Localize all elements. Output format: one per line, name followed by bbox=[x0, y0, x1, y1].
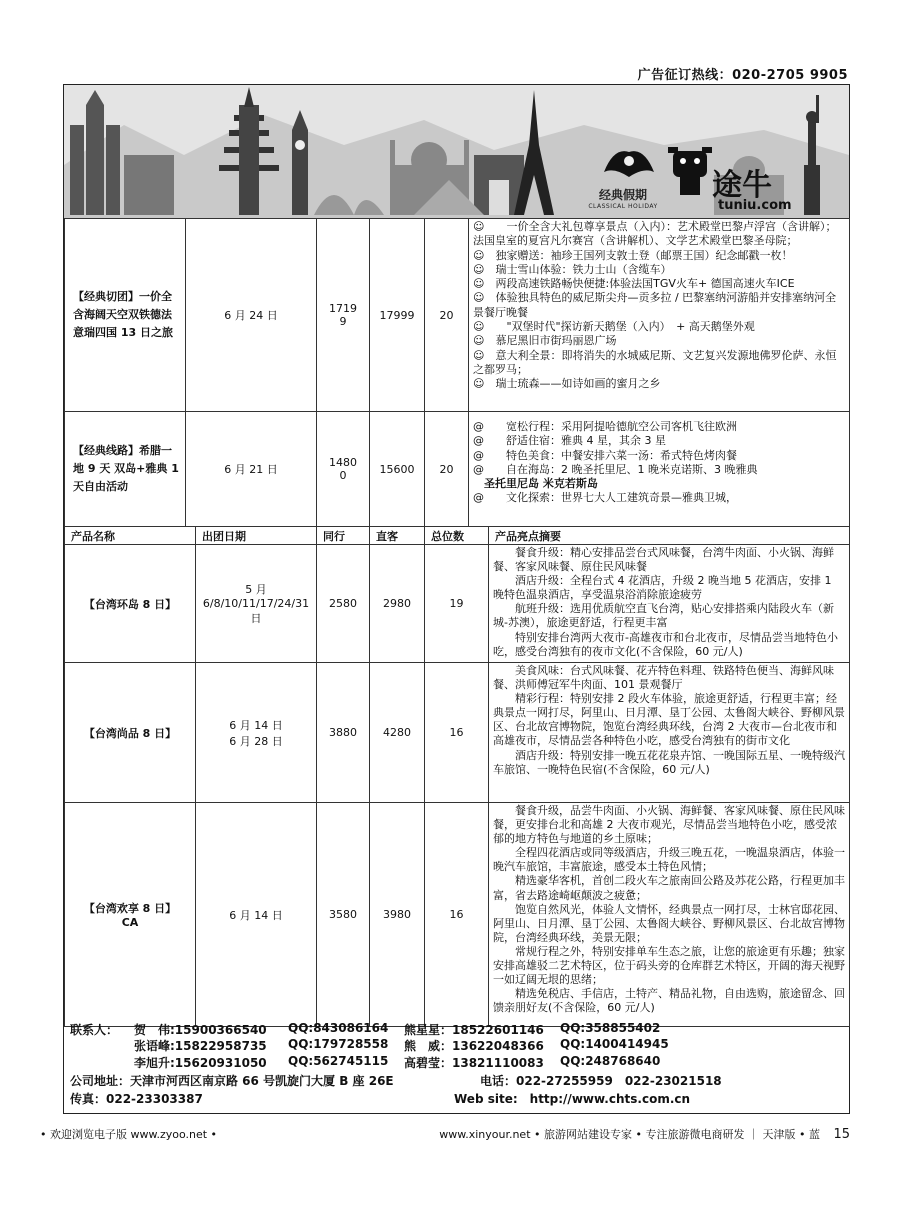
table-row bbox=[65, 412, 850, 527]
contact-phone: 贺 伟:15900366540 bbox=[134, 1023, 267, 1037]
highlight-line: ☺ 瑞士雪山体验：铁力士山（含缆车） bbox=[473, 262, 672, 276]
direct-price: 17999 bbox=[370, 219, 425, 412]
table-header-row bbox=[65, 527, 850, 545]
tour-date: 6 月 14 日 bbox=[196, 803, 317, 1027]
peer-price: 2580 bbox=[317, 545, 370, 663]
tour-highlights bbox=[489, 663, 850, 803]
contact-phone: 高碧莹：13821110083 bbox=[404, 1056, 544, 1070]
tuniu-domain: tuniu.com bbox=[718, 198, 792, 213]
contact-phone: 张语峰:15822958735 bbox=[134, 1039, 267, 1053]
classical-holiday-logo bbox=[578, 140, 668, 210]
tour-date: 6 月 21 日 bbox=[186, 412, 317, 527]
highlight-line: ☺ 意大利全景：即将消失的水城威尼斯、文艺复兴发源地佛罗伦萨、永恒之都罗马； bbox=[473, 348, 837, 376]
highlight-line: @ 自在海岛：2 晚圣托里尼、1 晚米克诺斯、3 晚雅典 bbox=[473, 462, 758, 476]
footer-right bbox=[439, 1126, 850, 1142]
highlight-line: ☺ 独家赠送：袖珍王国列支敦士登（邮票王国）纪念邮戳一枚！ bbox=[473, 248, 793, 262]
peer-price: 3580 bbox=[317, 803, 370, 1027]
page-number: 15 bbox=[833, 1127, 850, 1142]
peer-price: 1480 0 bbox=[317, 412, 370, 527]
highlight-line: ☺ 瑞士琉森——如诗如画的蜜月之乡 bbox=[473, 377, 661, 391]
highlight-line: 酒店升级：特别安排一晚五花花泉卉馆、一晚国际五星、一晚特级汽车旅馆、一晚特色民宿(不含保险，60 元/人) bbox=[493, 748, 845, 776]
contact-phone: 熊星星：18522601146 bbox=[404, 1023, 544, 1037]
tour-highlights bbox=[489, 803, 850, 1027]
highlight-line: @ 宽松行程：采用阿提哈德航空公司客机飞往欧洲 bbox=[473, 420, 737, 433]
highlight-line: 全程四花酒店或同等级酒店，升级三晚五花，一晚温泉酒店，体验一晚汽车旅馆，丰富旅途，感受本土特色风情； bbox=[493, 846, 845, 874]
direct-price: 15600 bbox=[370, 412, 425, 527]
direct-price: 2980 bbox=[370, 545, 425, 663]
table-row bbox=[65, 663, 850, 803]
tour-highlights bbox=[469, 219, 850, 412]
seats: 16 bbox=[425, 803, 489, 1027]
seats: 16 bbox=[425, 663, 489, 803]
tour-name: 【经典线路】希腊一地 9 天 双岛+雅典 1 天自由活动 bbox=[65, 412, 186, 527]
europe-tours-table bbox=[64, 218, 850, 527]
tuniu-logo-text: 途牛 bbox=[712, 168, 772, 203]
contact-qq: QQ:358855402 bbox=[560, 1021, 661, 1035]
highlight-line: ☺ 一价全含大礼包尊享景点（入内）：艺术殿堂巴黎卢浮宫（含讲解）；法国皇室的夏宫凡尔赛宫（含讲解机）、文学艺术殿堂巴黎圣母院； bbox=[473, 220, 837, 248]
highlight-line: @ 特色美食：中餐安排六菜一汤：希式特色烤肉餐 bbox=[473, 448, 737, 462]
company-phone: 电话：022-27255959 022-23021518 bbox=[480, 1074, 722, 1088]
contact-phone: 熊 威：13622048366 bbox=[404, 1039, 544, 1053]
highlight-line: 特别安排台湾两大夜市-高雄夜市和台北夜市，尽情品尝当地特色小吃，感受台湾独有的夜市文化(不含保险，60 元/人) bbox=[493, 630, 838, 658]
contact-qq: QQ:248768640 bbox=[560, 1054, 661, 1068]
contact-qq: QQ:843086164 bbox=[288, 1021, 389, 1035]
seats: 20 bbox=[425, 412, 469, 527]
peer-price: 1719 9 bbox=[317, 219, 370, 412]
highlight-line: 饱览自然风光，体验人文情怀，经典景点一网打尽，士林官邸花园、阿里山、日月潭、垦丁公园、太鲁阁大峡谷、野柳风景区、台北故宫博物院，台湾经典环线，美景无限； bbox=[493, 902, 845, 944]
highlight-line: 餐食升级：精心安排品尝台式风味餐，台湾牛肉面、小火锅、海鲜餐、客家风味餐、原住民风味餐 bbox=[493, 546, 834, 574]
tour-highlights bbox=[489, 545, 850, 663]
highlight-line: ☺ 慕尼黑旧市街玛丽恩广场 bbox=[473, 334, 617, 348]
highlight-line: 常规行程之外，特别安排单车生态之旅，让您的旅途更有乐趣；独家安排高雄驳二艺术特区，位于码头旁的仓库群艺术特区，开阔的海天视野一如辽阔无垠的思绪； bbox=[493, 944, 845, 987]
col-header-peer: 同行 bbox=[317, 527, 370, 545]
highlight-line: 酒店升级：全程台式 4 花酒店，升级 2 晚当地 5 花酒店，安排 1 晚特色温泉酒店，享受温泉浴消除旅途疲劳 bbox=[493, 574, 832, 602]
highlight-line: 精选豪华客机，首创二段火车之旅南回公路及苏花公路，行程更加丰富，省去路途崎岖颠波之疲惫； bbox=[493, 874, 845, 902]
contacts-label: 联系人： bbox=[70, 1023, 119, 1037]
seats: 19 bbox=[425, 545, 489, 663]
tour-name: 【台湾环岛 8 日】 bbox=[65, 545, 196, 663]
company-website[interactable]: Web site: http://www.chts.com.cn bbox=[454, 1092, 691, 1106]
footer-right-text: www.xinyour.net • 旅游网站建设专家 • 专注旅游微电商研发 ｜ 天津版 • 蓝 bbox=[439, 1128, 820, 1141]
highlight-line: ☺ 体验独具特色的威尼斯尖舟—贡多拉 / 巴黎塞纳河游船并安排塞纳河全景餐厅晚餐 bbox=[473, 291, 837, 319]
highlight-line: @ 舒适住宿：雅典 4 星，其余 3 星 bbox=[473, 434, 666, 448]
tour-date: 5 月 6/8/10/11/17/24/31 日 bbox=[196, 545, 317, 663]
peer-price: 3880 bbox=[317, 663, 370, 803]
highlight-line: ☺ "双堡时代"探访新天鹅堡（入内） + 高天鹅堡外观 bbox=[473, 320, 755, 334]
contact-qq: QQ:179728558 bbox=[288, 1037, 389, 1051]
contact-qq: QQ:1400414945 bbox=[560, 1037, 669, 1051]
col-header-seats: 总位数 bbox=[425, 527, 489, 545]
classical-holiday-en: CLASSICAL HOLIDAY bbox=[588, 203, 658, 210]
direct-price: 3980 bbox=[370, 803, 425, 1027]
table-row bbox=[65, 545, 850, 663]
seats: 20 bbox=[425, 219, 469, 412]
col-header-name: 产品名称 bbox=[65, 527, 196, 545]
tour-name: 【台湾欢享 8 日】 CA bbox=[65, 803, 196, 1027]
footer-left: • 欢迎浏览电子版 www.zyoo.net • bbox=[40, 1128, 218, 1141]
col-header-date: 出团日期 bbox=[196, 527, 317, 545]
direct-price: 4280 bbox=[370, 663, 425, 803]
contact-phone: 李旭升:15620931050 bbox=[134, 1056, 267, 1070]
highlight-line: 精彩行程：特别安排 2 段火车体验，旅途更舒适，行程更丰富；经典景点一网打尽，阿里山、日月潭、垦丁公园、太鲁阁大峡谷、野柳风景区、台北故宫博物院，饱览台湾经典环线，台湾 2 大夜市—台北夜市和高雄夜市，尽情品尝各种特色小吃，感受台湾独有的街市文化 bbox=[493, 692, 845, 748]
highlight-line: @ 文化探索：世界七大人工建筑奇景—雅典卫城， bbox=[473, 491, 737, 505]
highlight-line: 圣托里尼岛 米克若斯岛 bbox=[473, 477, 598, 491]
highlight-line: ☺ 两段高速铁路畅快便捷:体验法国TGV火车+ 德国高速火车ICE bbox=[473, 277, 795, 291]
classical-holiday-name: 经典假期 bbox=[598, 188, 647, 202]
tour-name: 【经典切团】一价全含海阔天空双铁德法意瑞四国 13 日之旅 bbox=[65, 219, 186, 412]
tour-name: 【台湾尚品 8 日】 bbox=[65, 663, 196, 803]
taiwan-tours-table bbox=[64, 526, 850, 1027]
highlight-line: 精选免税店、手信店，土特产、精品礼物，自由选购，旅途留念、回馈亲朋好友(不含保险，60 元/人) bbox=[493, 987, 845, 1015]
table-row bbox=[65, 219, 850, 412]
tour-highlights bbox=[469, 412, 850, 527]
highlight-line: 航班升级：选用优质航空直飞台湾，贴心安排搭乘内陆段火车（新城-苏澳），旅途更舒适，行程更丰富 bbox=[493, 602, 834, 630]
highlight-line: 餐食升级，品尝牛肉面、小火锅、海鲜餐、客家风味餐、原住民风味餐，更安排台北和高雄 2 大夜市观光，尽情品尝当地特色小吃，感受浓郁的地方特色与地道的乡土原味； bbox=[493, 804, 845, 846]
company-address: 公司地址：天津市河西区南京路 66 号凯旋门大厦 B 座 26E bbox=[70, 1074, 394, 1088]
table-row bbox=[65, 803, 850, 1027]
highlight-line: 美食风味：台式风味餐、花卉特色料理、铁路特色便当、海鲜风味餐、洪师傅冠军牛肉面、101 景观餐厅 bbox=[493, 664, 834, 692]
ad-hotline: 广告征订热线：020-2705 9905 bbox=[637, 68, 848, 83]
tour-date: 6 月 24 日 bbox=[186, 219, 317, 412]
col-header-highlights: 产品亮点摘要 bbox=[489, 527, 850, 545]
company-fax: 传真：022-23303387 bbox=[70, 1092, 203, 1106]
tour-date: 6 月 14 日 6 月 28 日 bbox=[196, 663, 317, 803]
contact-qq: QQ:562745115 bbox=[288, 1054, 389, 1068]
col-header-direct: 直客 bbox=[370, 527, 425, 545]
